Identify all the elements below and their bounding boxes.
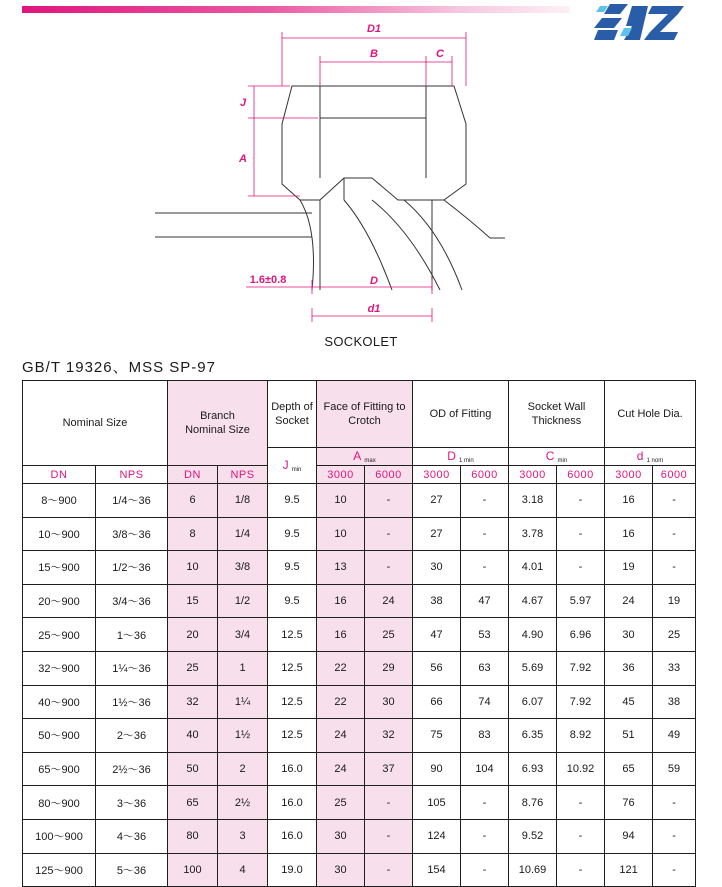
- table-cell: -: [365, 551, 413, 585]
- table-cell: 30: [317, 853, 365, 887]
- table-cell: 1¼～36: [96, 651, 168, 685]
- table-cell: -: [653, 853, 696, 887]
- company-logo: [588, 0, 688, 44]
- table-cell: 1/8: [218, 484, 268, 518]
- header-branch-nps: NPS: [218, 466, 268, 484]
- table-cell: 100: [168, 853, 218, 887]
- table-cell: 27: [413, 484, 461, 518]
- table-cell: -: [365, 786, 413, 820]
- table-cell: 33: [653, 651, 696, 685]
- header-d1-min: D $_{1 min}$: [413, 448, 509, 466]
- table-cell: -: [461, 551, 509, 585]
- table-body: [23, 484, 696, 887]
- table-cell: 65: [605, 752, 653, 786]
- table-cell: 38: [653, 685, 696, 719]
- table-cell: 56: [413, 651, 461, 685]
- table-cell: 16.0: [268, 819, 317, 853]
- table-cell: 40～900: [23, 685, 96, 719]
- table-cell: 20～900: [23, 584, 96, 618]
- table-cell: -: [557, 484, 605, 518]
- label-d1: D1: [366, 23, 382, 35]
- table-cell: 36: [605, 651, 653, 685]
- table-cell: 65: [168, 786, 218, 820]
- table-cell: 24: [365, 584, 413, 618]
- header-nominal-size: Nominal Size: [23, 381, 168, 466]
- table-cell: 12.5: [268, 719, 317, 753]
- table-cell: 8.76: [509, 786, 557, 820]
- table-cell: 50: [168, 752, 218, 786]
- header-od-of-fitting: OD of Fitting: [413, 381, 509, 448]
- header-c-3000: 3000: [509, 466, 557, 484]
- table-cell: 3/8～36: [96, 517, 168, 551]
- table-cell: -: [653, 517, 696, 551]
- table-cell: 4: [218, 853, 268, 887]
- header-dn: DN: [23, 466, 96, 484]
- header-branch-nominal-size: Branch Nominal Size: [168, 381, 268, 466]
- table-cell: 5.97: [557, 584, 605, 618]
- table-cell: 6: [168, 484, 218, 518]
- table-row: [23, 551, 696, 585]
- table-cell: 30: [317, 819, 365, 853]
- table-cell: 1/4: [218, 517, 268, 551]
- table-cell: -: [461, 819, 509, 853]
- table-cell: 9.52: [509, 819, 557, 853]
- table-cell: 30: [605, 618, 653, 652]
- table-cell: -: [461, 517, 509, 551]
- table-cell: 16.0: [268, 752, 317, 786]
- table-cell: -: [653, 786, 696, 820]
- table-cell: 3.18: [509, 484, 557, 518]
- header-nps: NPS: [96, 466, 168, 484]
- table-row: [23, 819, 696, 853]
- table-cell: 25: [317, 786, 365, 820]
- header-c-6000: 6000: [557, 466, 605, 484]
- table-cell: -: [557, 517, 605, 551]
- table-cell: 25: [653, 618, 696, 652]
- table-cell: 47: [413, 618, 461, 652]
- table-cell: 6.07: [509, 685, 557, 719]
- header-cut-hole-dia: Cut Hole Dia.: [605, 381, 696, 448]
- header-accent-bar: [22, 6, 570, 13]
- header-cut-3000: 3000: [605, 466, 653, 484]
- table-cell: 30: [413, 551, 461, 585]
- table-row: [23, 517, 696, 551]
- table-cell: 12.5: [268, 651, 317, 685]
- table-cell: -: [365, 517, 413, 551]
- standard-reference: GB/T 19326、MSS SP-97: [22, 359, 216, 376]
- table-cell: 25: [365, 618, 413, 652]
- table-cell: 100～900: [23, 819, 96, 853]
- table-cell: 15: [168, 584, 218, 618]
- table-row: [23, 618, 696, 652]
- table-cell: 51: [605, 719, 653, 753]
- label-c: C: [436, 48, 444, 60]
- table-cell: 5.69: [509, 651, 557, 685]
- table-cell: 2½: [218, 786, 268, 820]
- table-cell: 22: [317, 651, 365, 685]
- table-cell: 12.5: [268, 618, 317, 652]
- table-cell: 3/8: [218, 551, 268, 585]
- table-cell: 94: [605, 819, 653, 853]
- table-cell: 10: [168, 551, 218, 585]
- table-cell: 90: [413, 752, 461, 786]
- table-cell: 1/2: [218, 584, 268, 618]
- header-depth-of-socket: Depth of Socket: [268, 381, 317, 448]
- table-cell: 6.35: [509, 719, 557, 753]
- table-cell: 10: [317, 517, 365, 551]
- table-cell: 3～36: [96, 786, 168, 820]
- table-cell: -: [653, 484, 696, 518]
- table-cell: 32: [365, 719, 413, 753]
- table-cell: 3/4: [218, 618, 268, 652]
- table-cell: 2～36: [96, 719, 168, 753]
- table-row: [23, 752, 696, 786]
- table-cell: 6.96: [557, 618, 605, 652]
- table-cell: 1/4～36: [96, 484, 168, 518]
- table-cell: 3: [218, 819, 268, 853]
- table-cell: 49: [653, 719, 696, 753]
- table-cell: 13: [317, 551, 365, 585]
- table-cell: 19: [653, 584, 696, 618]
- label-b: B: [370, 48, 378, 60]
- table-cell: 104: [461, 752, 509, 786]
- label-j: J: [239, 97, 247, 109]
- label-small-d1: d1: [367, 303, 381, 315]
- table-cell: 9.5: [268, 484, 317, 518]
- table-cell: 2½～36: [96, 752, 168, 786]
- table-cell: -: [365, 853, 413, 887]
- sockolet-drawing: [140, 14, 520, 326]
- table-cell: 9.5: [268, 584, 317, 618]
- table-cell: 76: [605, 786, 653, 820]
- table-cell: 83: [461, 719, 509, 753]
- header-a-max: A $_{max}$: [317, 448, 413, 466]
- table-cell: 105: [413, 786, 461, 820]
- table-cell: 10: [317, 484, 365, 518]
- header-j-min: J $_{min}$: [268, 448, 317, 484]
- table-cell: 10.69: [509, 853, 557, 887]
- table-cell: 66: [413, 685, 461, 719]
- table-cell: 4.67: [509, 584, 557, 618]
- table-cell: 16: [605, 484, 653, 518]
- table-cell: 63: [461, 651, 509, 685]
- table-cell: 5～36: [96, 853, 168, 887]
- table-cell: 47: [461, 584, 509, 618]
- table-cell: 8～900: [23, 484, 96, 518]
- table-cell: 40: [168, 719, 218, 753]
- table-cell: 24: [317, 719, 365, 753]
- table-cell: -: [461, 853, 509, 887]
- table-row: [23, 719, 696, 753]
- table-cell: 2: [218, 752, 268, 786]
- table-row: [23, 853, 696, 887]
- table-cell: 4.01: [509, 551, 557, 585]
- table-cell: 19.0: [268, 853, 317, 887]
- header-d1-nom: d $_{1 nom}$: [605, 448, 696, 466]
- table-cell: 50～900: [23, 719, 96, 753]
- table-cell: 1/2～36: [96, 551, 168, 585]
- table-cell: 32～900: [23, 651, 96, 685]
- table-cell: 80～900: [23, 786, 96, 820]
- table-cell: 32: [168, 685, 218, 719]
- header-d1-6000: 6000: [461, 466, 509, 484]
- table-cell: 1½: [218, 719, 268, 753]
- table-cell: -: [557, 819, 605, 853]
- table-cell: 22: [317, 685, 365, 719]
- table-cell: 53: [461, 618, 509, 652]
- table-cell: 24: [605, 584, 653, 618]
- table-cell: 38: [413, 584, 461, 618]
- table-cell: 3/4～36: [96, 584, 168, 618]
- table-cell: -: [653, 551, 696, 585]
- header-a-3000: 3000: [317, 466, 365, 484]
- label-d: D: [370, 275, 378, 287]
- table-cell: 16: [317, 618, 365, 652]
- table-cell: 9.5: [268, 517, 317, 551]
- table-cell: 9.5: [268, 551, 317, 585]
- table-cell: 3.78: [509, 517, 557, 551]
- table-cell: 1½～36: [96, 685, 168, 719]
- table-cell: 154: [413, 853, 461, 887]
- header-c-min: C $_{min}$: [509, 448, 605, 466]
- table-cell: 30: [365, 685, 413, 719]
- header-a-6000: 6000: [365, 466, 413, 484]
- table-cell: 16: [317, 584, 365, 618]
- table-cell: 10.92: [557, 752, 605, 786]
- table-cell: -: [461, 484, 509, 518]
- header-socket-wall-thickness: Socket Wall Thickness: [509, 381, 605, 448]
- header-cut-6000: 6000: [653, 466, 696, 484]
- table-row: [23, 786, 696, 820]
- label-a: A: [239, 153, 247, 165]
- header-face-to-crotch: Face of Fitting to Crotch: [317, 381, 413, 448]
- table-cell: -: [365, 819, 413, 853]
- table-cell: 8: [168, 517, 218, 551]
- table-row: [23, 685, 696, 719]
- table-cell: 1: [218, 651, 268, 685]
- table-cell: 75: [413, 719, 461, 753]
- table-cell: 12.5: [268, 685, 317, 719]
- table-cell: 124: [413, 819, 461, 853]
- dimension-table: [22, 380, 696, 887]
- table-cell: 1¼: [218, 685, 268, 719]
- table-cell: 1～36: [96, 618, 168, 652]
- table-cell: 125～900: [23, 853, 96, 887]
- header-d1-3000: 3000: [413, 466, 461, 484]
- label-gap: 1.6±0.8: [249, 274, 287, 286]
- header-branch-dn: DN: [168, 466, 218, 484]
- table-cell: 37: [365, 752, 413, 786]
- table-row: [23, 484, 696, 518]
- table-cell: 7.92: [557, 651, 605, 685]
- table-cell: 80: [168, 819, 218, 853]
- table-cell: 25: [168, 651, 218, 685]
- table-cell: 8.92: [557, 719, 605, 753]
- table-cell: -: [557, 786, 605, 820]
- table-cell: -: [557, 853, 605, 887]
- table-cell: 24: [317, 752, 365, 786]
- table-cell: -: [461, 786, 509, 820]
- table-cell: 65～900: [23, 752, 96, 786]
- table-row: [23, 584, 696, 618]
- table-cell: 45: [605, 685, 653, 719]
- table-row: [23, 651, 696, 685]
- table-cell: 15～900: [23, 551, 96, 585]
- table-cell: 25～900: [23, 618, 96, 652]
- table-cell: -: [653, 819, 696, 853]
- table-cell: -: [557, 551, 605, 585]
- table-cell: 7.92: [557, 685, 605, 719]
- table-cell: 16: [605, 517, 653, 551]
- table-cell: 4.90: [509, 618, 557, 652]
- table-cell: 27: [413, 517, 461, 551]
- table-cell: 121: [605, 853, 653, 887]
- table-cell: 29: [365, 651, 413, 685]
- table-cell: 20: [168, 618, 218, 652]
- table-cell: 16.0: [268, 786, 317, 820]
- table-cell: -: [365, 484, 413, 518]
- table-cell: 74: [461, 685, 509, 719]
- table-cell: 19: [605, 551, 653, 585]
- table-cell: 59: [653, 752, 696, 786]
- table-cell: 4～36: [96, 819, 168, 853]
- drawing-caption: SOCKOLET: [324, 334, 398, 349]
- table-cell: 6.93: [509, 752, 557, 786]
- table-cell: 10～900: [23, 517, 96, 551]
